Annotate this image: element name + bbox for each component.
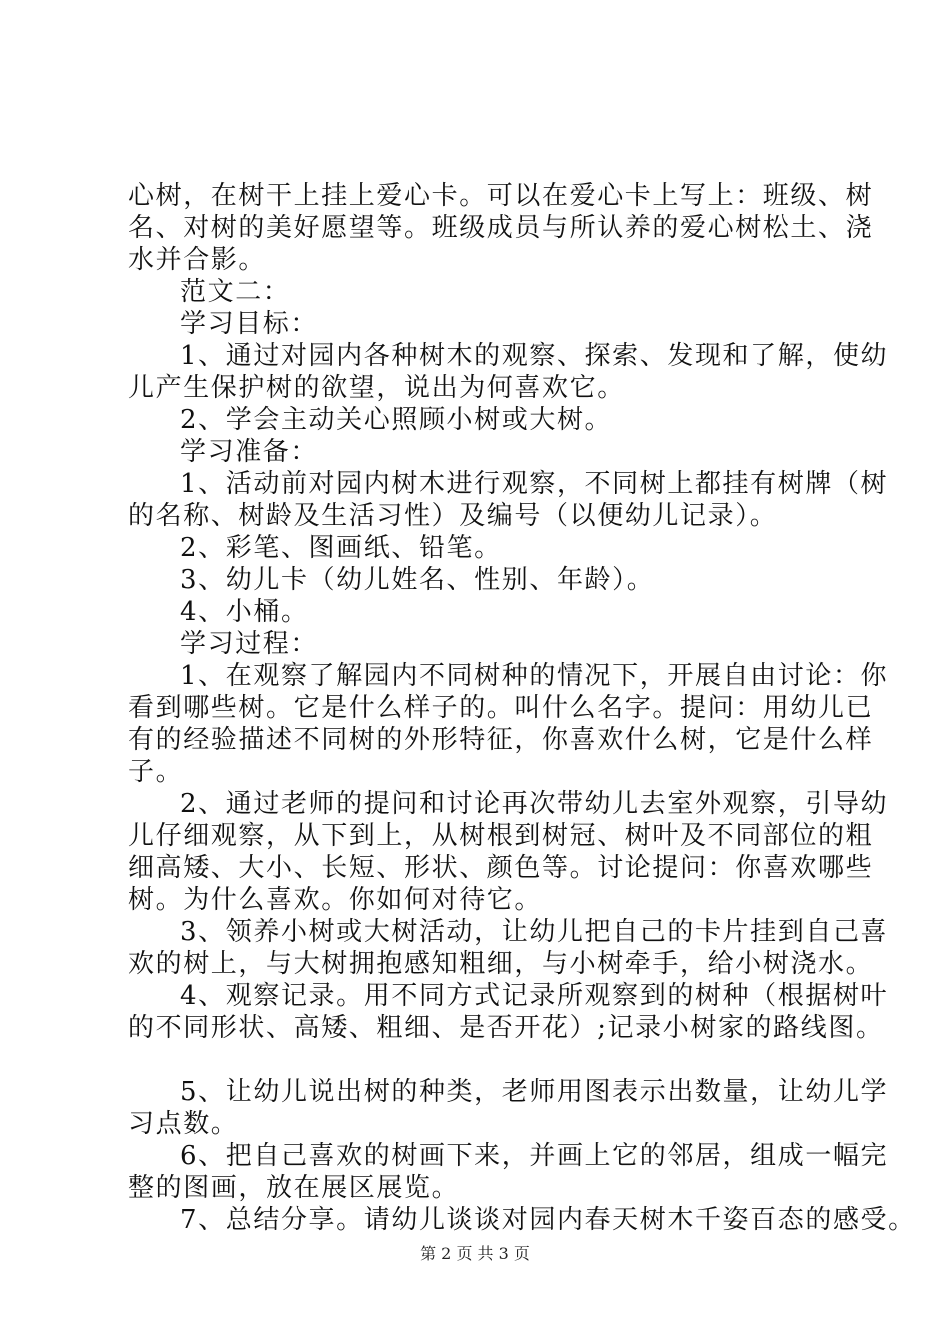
section-heading: 学习准备： [180, 437, 319, 467]
text-line: 6、把自己喜欢的树画下来，并画上它的邻居，组成一幅完 [180, 1141, 889, 1171]
text-line: 3、幼儿卡（幼儿姓名、性别、年龄）。 [180, 565, 655, 595]
text-line: 的不同形状、高矮、粗细、是否开花）;记录小树家的路线图。 [128, 1013, 884, 1043]
text-line: 看到哪些树。它是什么样子的。叫什么名字。提问：用幼儿已 [128, 693, 874, 723]
text-line: 名、对树的美好愿望等。班级成员与所认养的爱心树松土、浇 [128, 213, 874, 243]
section-heading: 学习过程： [180, 629, 319, 659]
text-line: 1、活动前对园内树木进行观察，不同树上都挂有树牌（树 [180, 469, 889, 499]
text-line: 欢的树上，与大树拥抱感知粗细，与小树牵手，给小树浇水。 [128, 949, 874, 979]
text-line: 习点数。 [128, 1109, 239, 1139]
blank-line [128, 1044, 853, 1076]
section-heading: 学习目标： [180, 309, 319, 339]
document-body [128, 180, 916, 1236]
text-line: 2、学会主动关心照顾小树或大树。 [180, 405, 613, 435]
text-line: 4、小桶。 [180, 597, 309, 627]
text-line: 2、通过老师的提问和讨论再次带幼儿去室外观察，引导幼 [180, 789, 889, 819]
text-line: 2、彩笔、图画纸、铅笔。 [180, 533, 502, 563]
page-footer: 第 2 页 共 3 页 [420, 1244, 530, 1263]
section-heading: 范文二： [180, 277, 291, 307]
text-line: 7、总结分享。请幼儿谈谈对园内春天树木千姿百态的感受。 [180, 1205, 916, 1235]
text-line: 水并合影。 [128, 245, 267, 275]
text-line: 细高矮、大小、长短、形状、颜色等。讨论提问：你喜欢哪些 [128, 853, 874, 883]
text-line: 儿产生保护树的欲望，说出为何喜欢它。 [128, 373, 625, 403]
text-line: 树。为什么喜欢。你如何对待它。 [128, 885, 543, 915]
text-line: 心树，在树干上挂上爱心卡。可以在爱心卡上写上：班级、树 [128, 181, 874, 211]
text-line: 子。 [128, 757, 184, 787]
text-line: 整的图画，放在展区展览。 [128, 1173, 460, 1203]
text-line: 儿仔细观察，从下到上，从树根到树冠、树叶及不同部位的粗 [128, 821, 874, 851]
text-line: 有的经验描述不同树的外形特征，你喜欢什么树，它是什么样 [128, 725, 874, 755]
text-line: 3、领养小树或大树活动，让幼儿把自己的卡片挂到自己喜 [180, 917, 889, 947]
text-line: 5、让幼儿说出树的种类，老师用图表示出数量，让幼儿学 [180, 1077, 889, 1107]
text-line: 1、通过对园内各种树木的观察、探索、发现和了解，使幼 [180, 341, 889, 371]
text-line: 4、观察记录。用不同方式记录所观察到的树种（根据树叶 [180, 981, 889, 1011]
text-line: 的名称、树龄及生活习性）及编号（以便幼儿记录）。 [128, 501, 778, 531]
text-line: 1、在观察了解园内不同树种的情况下，开展自由讨论：你 [180, 661, 889, 691]
